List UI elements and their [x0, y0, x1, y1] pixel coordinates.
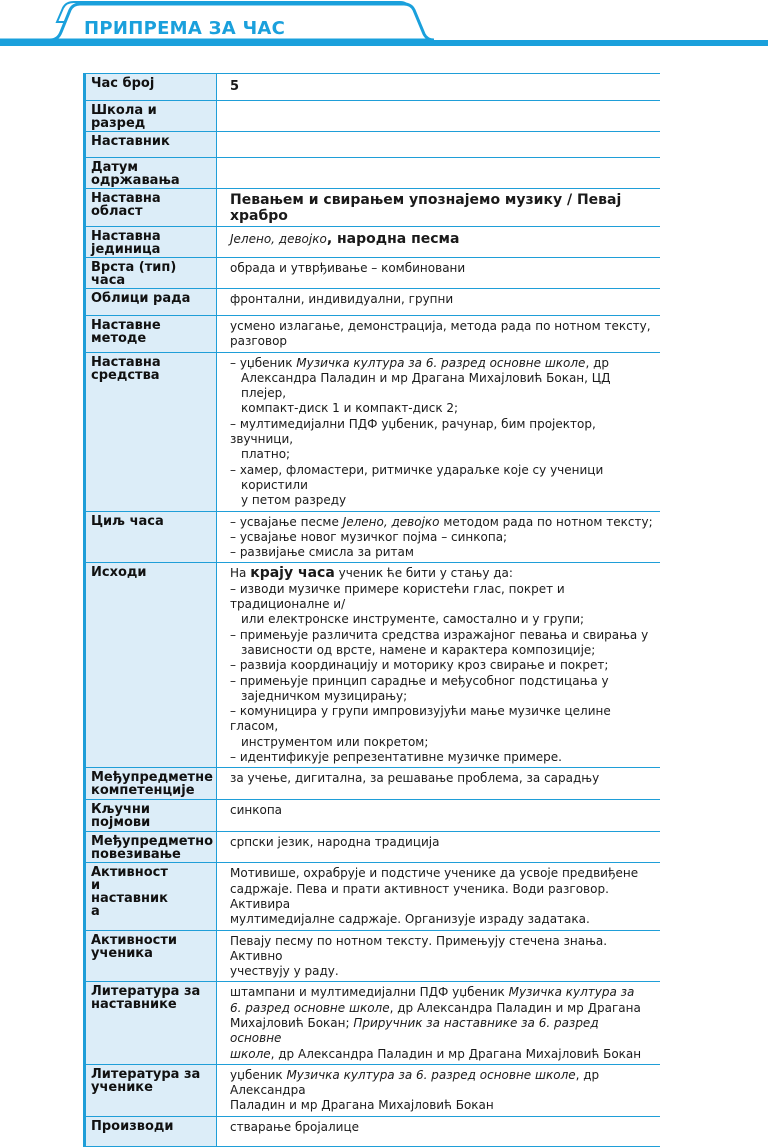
label-subject-area: Наставна област [85, 189, 217, 227]
value-student-literature: уџбеник Музичка култура за 6. разред основне школе, др Александра Паладин и мр Драгана Михајловић Бокан [217, 1064, 660, 1116]
goal-item-1: – усвајање песме Јелено, девојко методом рада по нотном тексту; [230, 514, 653, 529]
row-lesson-goal [85, 511, 660, 563]
label-student-activity: Активности ученика [85, 930, 217, 982]
value-outcomes: На крају часа ученик ће бити у стању да: – изводи музичке примере користећи глас, покрет и традиционалне и/ или електронске инструменте, самостално и у групи; – примењује различита средства изражајног певања и свирања у зависности од врсте, намене и карактера композиције; – развија координацију и моторику кроз свирање и покрет; – примењује принцип сарадње и међусобног подстицања у заједничком музицирању; – комуницира у групи импровизујући мање музичке целине гласом, инструментом или покретом; – идентификује репрезентативне музичке примере. [217, 563, 660, 768]
row-competences [85, 768, 660, 800]
page-title: ПРИПРЕМА ЗА ЧАС [84, 18, 286, 39]
outcome-item: – идентификује репрезентативне музичке примере. [230, 750, 562, 765]
row-student-activity [85, 930, 660, 982]
label-teacher-activity: Активност и наставник а [85, 863, 217, 930]
outcome-item: – примењује принцип сарадње и међусобног подстицања у [230, 673, 609, 688]
value-date [217, 158, 660, 189]
label-outcomes: Исходи [85, 563, 217, 768]
label-lesson-goal: Циљ часа [85, 511, 217, 563]
label-lesson-number: Час број [85, 74, 217, 101]
label-teaching-aids: Наставна средства [85, 352, 217, 511]
label-products: Производи [85, 1116, 217, 1146]
value-competences: за учење, дигитална, за решавање проблема, за сарадњу [217, 768, 660, 800]
row-date [85, 158, 660, 189]
outcome-item: – развија координацију и моторику кроз свирање и покрет; [230, 658, 609, 673]
song-type: , народна песма [326, 231, 460, 247]
value-subject-area: Певањем и свирањем упознајемо музику / Певај храбро [217, 189, 660, 227]
label-key-terms: Кључни појмови [85, 800, 217, 832]
row-school-grade [85, 101, 660, 132]
row-key-terms [85, 800, 660, 832]
label-school-grade: Школа и разред [85, 101, 217, 132]
value-teaching-aids: – уџбеник Музичка култура за 6. разред основне школе, др Александра Паладин и мр Драгана Михајловић Бокан, ЦД плејер, компакт-диск 1 и компакт-диск 2; – мултимедијални ПДФ уџбеник, рачунар, бим пројектор, звучници, платно; – хамер, фломастери, ритмичке удараљке које су ученици користили у петом разреду [217, 352, 660, 511]
row-teacher [85, 132, 660, 158]
outcome-item: – примењује различита средства изражајног певања и свирања у [230, 627, 649, 642]
row-products [85, 1116, 660, 1146]
value-teacher [217, 132, 660, 158]
label-lesson-type: Врста (тип) часа [85, 258, 217, 289]
label-methods: Наставне методе [85, 316, 217, 353]
row-cross-curricular [85, 832, 660, 863]
song-title: Јелено, девојко [230, 232, 327, 246]
goal-item-2: – усвајање новог музичког појма – синкопа; [230, 529, 508, 544]
outcome-item: – комуницира у групи импровизујући мање музичке целине гласом, [230, 704, 611, 734]
label-work-forms: Облици рада [85, 289, 217, 316]
label-lesson-unit: Наставна јединица [85, 227, 217, 258]
row-lesson-unit [85, 227, 660, 258]
row-teaching-aids [85, 352, 660, 511]
lesson-plan-table [83, 73, 658, 1147]
value-school-grade [217, 101, 660, 132]
row-outcomes [85, 563, 660, 768]
goal-item-3: – развијање смисла за ритам [230, 545, 414, 560]
aids-item-2: – мултимедијални ПДФ уџбеник, рачунар, бим пројектор, звучници, [230, 416, 596, 447]
row-teacher-literature [85, 982, 660, 1064]
aids-item-3: – хамер, фломастери, ритмичке удараљке које су ученици [230, 462, 604, 477]
row-methods [85, 316, 660, 353]
label-cross-curricular: Међупредметно повезивање [85, 832, 217, 863]
value-lesson-goal [217, 511, 660, 563]
row-teacher-activity [85, 863, 660, 930]
value-cross-curricular: српски језик, народна традиција [217, 832, 660, 863]
row-subject-area [85, 189, 660, 227]
row-student-literature [85, 1064, 660, 1116]
value-teacher-literature: штампани и мултимедијални ПДФ уџбеник Музичка култура за 6. разред основне школе, др Александра Паладин и мр Драгана Михајловић Бокан; Приручник за наставнике за 6. разред основне школе, др Александра Паладин и мр Драгана Михајловић Бокан [217, 982, 660, 1064]
row-work-forms [85, 289, 660, 316]
value-teacher-activity: Мотивише, охрабрује и подстиче ученике да усвоје предвиђене садржаје. Пева и прати активност ученика. Води разговор. Активира мултимедијалне садржаје. Организује израду задатака. [217, 863, 660, 930]
value-lesson-unit [217, 227, 660, 258]
label-date: Датум одржавања [85, 158, 217, 189]
value-lesson-type: обрада и утврђивање – комбиновани [217, 258, 660, 289]
outcomes-intro: На крају часа ученик ће бити у стању да: [230, 565, 513, 582]
value-student-activity: Певају песму по нотном тексту. Примењују стечена знања. Активно учествују у раду. [217, 930, 660, 982]
value-methods: усмено излагање, демонстрација, метода рада по нотном тексту, разговор [217, 316, 660, 353]
outcome-item: – изводи музичке примере користећи глас, покрет и традиционалне и/ [230, 581, 565, 612]
value-key-terms: синкопа [217, 800, 660, 832]
label-student-literature: Литература за ученике [85, 1064, 217, 1116]
label-teacher: Наставник [85, 132, 217, 158]
value-work-forms: фронтални, индивидуални, групни [217, 289, 660, 316]
value-lesson-number: 5 [217, 74, 660, 101]
label-competences: Међупредметне компетенције [85, 768, 217, 800]
value-products: стварање бројалице [217, 1116, 660, 1146]
aids-item-1: – уџбеник Музичка култура за 6. разред основне школе, др [230, 355, 609, 370]
page-header [0, 0, 768, 46]
row-lesson-number [85, 74, 660, 101]
label-teacher-literature: Литература за наставнике [85, 982, 217, 1064]
row-lesson-type [85, 258, 660, 289]
